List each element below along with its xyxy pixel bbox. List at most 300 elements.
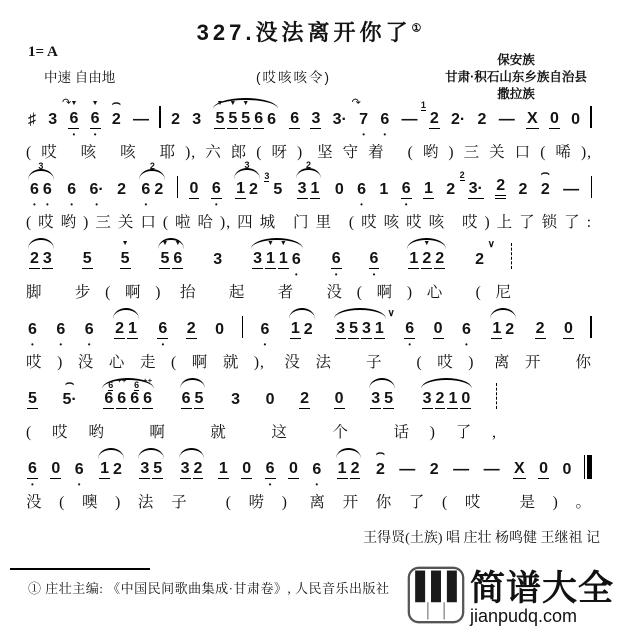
note bbox=[290, 320, 301, 339]
barline-dashed bbox=[511, 243, 512, 269]
note bbox=[370, 390, 381, 409]
logo-text-block bbox=[469, 568, 614, 626]
low-octave-dot: • bbox=[93, 130, 97, 139]
note-digit: 6 bbox=[267, 111, 276, 128]
note-digit: 0 bbox=[334, 181, 344, 198]
note bbox=[562, 461, 573, 479]
note-digit: 6 bbox=[67, 181, 77, 198]
note-digit: 5 bbox=[153, 460, 163, 478]
note-digit: 6 bbox=[28, 321, 37, 338]
note-digit: 3 bbox=[213, 251, 223, 268]
note-digit: 2 bbox=[540, 181, 550, 198]
acc-mark-icon: ▼ bbox=[267, 240, 274, 248]
logo-site-domain: jianpudq.com bbox=[469, 605, 578, 626]
note bbox=[358, 111, 369, 139]
note bbox=[289, 110, 300, 129]
low-octave-dot: • bbox=[404, 200, 408, 209]
note bbox=[82, 250, 93, 269]
note bbox=[42, 250, 53, 269]
note bbox=[230, 391, 241, 409]
low-octave-dot: • bbox=[465, 340, 468, 349]
note bbox=[332, 97, 361, 129]
note bbox=[253, 110, 264, 129]
note bbox=[303, 321, 314, 339]
note bbox=[139, 460, 150, 479]
low-octave-dot: • bbox=[334, 270, 338, 279]
note-digit: 5 bbox=[384, 390, 394, 408]
note bbox=[401, 111, 419, 129]
note bbox=[549, 110, 560, 129]
slur-group bbox=[26, 250, 56, 269]
note bbox=[337, 460, 348, 479]
note-digit: 7 bbox=[359, 111, 369, 128]
note bbox=[214, 100, 225, 129]
slur-group bbox=[367, 390, 397, 409]
note bbox=[212, 251, 223, 269]
note-digit: 6 bbox=[158, 320, 168, 338]
note bbox=[291, 251, 302, 279]
tempo-marking: 中速 自由地 bbox=[44, 70, 116, 85]
grace-note: 3 bbox=[264, 171, 270, 181]
note-digit: 6 bbox=[405, 320, 415, 338]
note-digit: 0 bbox=[51, 460, 61, 478]
note-digit: 6 bbox=[181, 390, 191, 408]
low-octave-dot: • bbox=[77, 480, 81, 489]
note-digit: 3· bbox=[332, 111, 347, 128]
note-digit: 6 bbox=[265, 460, 275, 478]
footnote-text: ① 庄壮主编: 《中国民间歌曲集成·甘肃卷》, 人民音乐出版社 bbox=[28, 581, 390, 596]
note bbox=[265, 391, 276, 409]
note bbox=[422, 390, 433, 409]
note-digit: 1 bbox=[278, 250, 288, 268]
note-digit: 2 bbox=[111, 111, 121, 128]
note bbox=[483, 461, 501, 479]
note-digit: 6 bbox=[141, 181, 151, 198]
note bbox=[331, 250, 342, 279]
note bbox=[459, 170, 484, 199]
note-digit: 2 bbox=[495, 178, 506, 199]
note-digit: 6 bbox=[290, 110, 300, 128]
note bbox=[434, 250, 445, 269]
acc-mark-icon: ▼ bbox=[91, 100, 99, 108]
note-digit: 2 bbox=[186, 320, 196, 338]
note bbox=[563, 320, 574, 339]
note bbox=[378, 181, 389, 199]
note bbox=[152, 460, 163, 479]
note-digit: 2 bbox=[518, 181, 528, 198]
grace-note: 6 bbox=[134, 380, 140, 391]
note bbox=[310, 110, 321, 129]
note-digit: 6 bbox=[84, 321, 94, 338]
note bbox=[265, 460, 276, 489]
note-digit: 3 bbox=[140, 460, 150, 478]
note bbox=[235, 180, 246, 199]
ethnic-group-2: 撒拉族 bbox=[497, 86, 535, 101]
note bbox=[127, 320, 138, 339]
note-digit: 5 bbox=[160, 250, 170, 268]
slur-group bbox=[334, 460, 364, 479]
note bbox=[379, 111, 390, 139]
note bbox=[297, 180, 308, 199]
slur-group bbox=[178, 390, 208, 409]
note-digit: 5 bbox=[241, 110, 251, 128]
note bbox=[214, 321, 225, 339]
low-octave-dot: • bbox=[294, 270, 298, 279]
low-octave-dot: • bbox=[214, 200, 218, 209]
performer-credits: 王得贤(土族) 唱 庄壮 杨鸣健 王继祖 记 bbox=[363, 531, 600, 546]
note-digit: 3 bbox=[311, 110, 321, 128]
logo-site-name: 简谱大全 bbox=[469, 568, 614, 608]
note-digit: — bbox=[483, 461, 500, 478]
note-digit: 2 bbox=[429, 461, 439, 478]
music-system bbox=[26, 94, 592, 162]
note bbox=[84, 321, 95, 349]
note-digit: — bbox=[401, 111, 418, 128]
note-digit: 5· bbox=[62, 391, 77, 408]
note bbox=[356, 181, 367, 209]
acc-mark-icon: ▼ bbox=[242, 100, 250, 108]
notation-row bbox=[26, 444, 592, 490]
note bbox=[241, 460, 252, 479]
note-digit: 1 bbox=[290, 320, 300, 338]
note bbox=[129, 390, 140, 409]
note-digit: 0 bbox=[433, 320, 443, 338]
note-digit: 3 bbox=[253, 250, 263, 268]
note-digit: 6 bbox=[42, 181, 52, 198]
note bbox=[260, 321, 271, 349]
note-digit: 2 bbox=[429, 110, 439, 128]
note-digit: 6 bbox=[173, 250, 183, 268]
slur-group bbox=[96, 460, 126, 479]
lyrics-row: 没(噢)法子 (唠) 离开你了(哎 是)。 bbox=[26, 494, 592, 511]
note bbox=[350, 460, 361, 479]
slur-group bbox=[294, 160, 324, 199]
note bbox=[120, 240, 131, 269]
note-digit: ♯ bbox=[28, 111, 36, 128]
note-digit: 0 bbox=[334, 390, 344, 408]
note-digit: 2 bbox=[117, 181, 127, 198]
note-digit: 0 bbox=[564, 320, 573, 338]
note bbox=[153, 181, 164, 199]
note bbox=[495, 177, 506, 199]
note bbox=[114, 320, 125, 339]
note bbox=[423, 180, 434, 199]
note-digit: 1 bbox=[100, 460, 109, 478]
acc-mark-icon: ▼ bbox=[423, 240, 431, 248]
note-digit: 5 bbox=[349, 320, 358, 338]
note bbox=[452, 461, 470, 479]
note-digit: 2 bbox=[435, 250, 445, 268]
note bbox=[47, 97, 72, 129]
note-digit: 6 bbox=[462, 321, 471, 338]
note bbox=[193, 460, 204, 479]
note-digit: 5 bbox=[120, 250, 130, 268]
note-digit: 2 bbox=[193, 460, 203, 478]
sl-mark-icon: ↷ bbox=[61, 97, 72, 109]
note-digit: 2 bbox=[303, 321, 313, 338]
lyrics-row: 脚 步(啊) 抬 起 者 没(啊)心 (尼 bbox=[26, 284, 512, 301]
note bbox=[538, 460, 549, 479]
notation-row bbox=[26, 304, 592, 350]
low-octave-dot: • bbox=[268, 480, 272, 489]
lyrics-row: (哎哟 啊 就 这 个 话)了, bbox=[26, 424, 497, 441]
sl-mark-icon: ↷ bbox=[351, 97, 361, 109]
note bbox=[398, 461, 416, 479]
note bbox=[108, 377, 127, 409]
note-digit: 0 bbox=[242, 460, 252, 478]
note-digit: 2 bbox=[422, 250, 432, 268]
key-signature: 1= A bbox=[28, 44, 58, 60]
barline-single bbox=[591, 176, 593, 198]
low-octave-dot: • bbox=[144, 200, 148, 209]
note bbox=[189, 180, 200, 199]
music-system bbox=[26, 374, 592, 442]
note bbox=[334, 181, 345, 199]
note bbox=[404, 320, 415, 349]
note bbox=[433, 320, 444, 339]
note bbox=[383, 390, 394, 409]
note bbox=[311, 461, 322, 489]
slur-group bbox=[111, 320, 141, 339]
lyrics-row: (哎 咳 咳 耶),六郎(呀) 坚守着 (哟)三关口(唏), bbox=[26, 144, 592, 161]
note-digit: 6 bbox=[117, 390, 127, 408]
note-digit: 1 bbox=[492, 320, 502, 338]
tuplet-number: 3 bbox=[244, 160, 250, 171]
lyrics-row: (哎哟)三关口(啦哈),四城 门里 (哎咳哎咳 哎)上了锁了: bbox=[26, 214, 592, 231]
barline-single bbox=[590, 106, 592, 128]
note-digit: 3 bbox=[297, 180, 307, 198]
note bbox=[310, 180, 321, 199]
note bbox=[218, 460, 229, 479]
music-systems bbox=[26, 94, 592, 514]
low-octave-dot: • bbox=[161, 340, 165, 349]
note bbox=[401, 180, 412, 209]
notation-row bbox=[26, 94, 592, 140]
lyrics-row: 哎)没心走(啊就), 没法 子 (哎) 离开 你 bbox=[26, 354, 592, 371]
note-digit: X bbox=[527, 110, 538, 128]
note bbox=[172, 240, 183, 269]
low-octave-dot: • bbox=[72, 130, 76, 139]
slur-group bbox=[26, 161, 56, 209]
vocal-call-text: (哎咳咳令) bbox=[256, 70, 331, 85]
note-digit: 2 bbox=[475, 251, 484, 268]
note bbox=[68, 100, 79, 139]
note bbox=[450, 111, 466, 129]
note-digit: 1 bbox=[374, 320, 384, 338]
note-digit: 2 bbox=[300, 390, 310, 408]
note bbox=[103, 390, 114, 409]
note-digit: 3 bbox=[371, 390, 381, 408]
note-digit: 1 bbox=[128, 320, 137, 338]
note bbox=[29, 181, 40, 209]
note bbox=[55, 321, 66, 349]
slur-group bbox=[177, 460, 207, 479]
note-digit: 5 bbox=[228, 110, 238, 128]
note-digit: 0 bbox=[189, 180, 199, 198]
note bbox=[477, 111, 488, 129]
note bbox=[140, 181, 151, 209]
note bbox=[248, 181, 259, 199]
note bbox=[180, 460, 191, 479]
note bbox=[132, 111, 150, 129]
tuplet-number: 2 bbox=[306, 160, 312, 171]
slur-group bbox=[136, 460, 166, 479]
note bbox=[445, 181, 456, 199]
note bbox=[42, 181, 53, 209]
note bbox=[498, 111, 516, 129]
note bbox=[526, 110, 539, 129]
note-digit: 6 bbox=[211, 180, 221, 198]
note-digit: — bbox=[498, 111, 515, 128]
note-digit: — bbox=[399, 461, 416, 478]
slur-group bbox=[287, 320, 317, 339]
note-digit: 3 bbox=[361, 320, 371, 338]
note bbox=[408, 250, 419, 269]
note bbox=[252, 250, 263, 269]
note-digit: 0 bbox=[215, 321, 225, 338]
acc-mark-icon: ▼ bbox=[174, 240, 182, 248]
slur-group bbox=[249, 240, 305, 279]
low-octave-dot: • bbox=[383, 130, 387, 139]
note bbox=[157, 320, 168, 349]
note-digit: 2 bbox=[30, 250, 39, 268]
site-logo[interactable] bbox=[407, 566, 614, 629]
note-digit: 0 bbox=[549, 110, 559, 128]
note-digit: 0 bbox=[265, 391, 275, 408]
acc-mark-icon: ▼ bbox=[121, 240, 129, 248]
note-digit: 6 bbox=[130, 390, 140, 408]
note bbox=[334, 390, 345, 409]
low-octave-dot: • bbox=[87, 340, 91, 349]
note bbox=[361, 320, 372, 339]
note-digit: 6 bbox=[28, 460, 37, 478]
notation-row bbox=[26, 160, 592, 210]
notation-row bbox=[26, 234, 592, 280]
note bbox=[211, 180, 222, 209]
note-digit: 2 bbox=[477, 111, 487, 128]
piano-keys-icon bbox=[407, 566, 465, 629]
note bbox=[27, 460, 38, 489]
note bbox=[90, 100, 101, 139]
note-digit: 6 bbox=[401, 180, 411, 198]
footnote-divider bbox=[10, 568, 150, 570]
acc-mark-icon: ▼ bbox=[161, 240, 169, 248]
note-digit: 6 bbox=[69, 110, 79, 128]
note bbox=[227, 100, 238, 129]
low-octave-dot: • bbox=[95, 200, 99, 209]
note-digit: — bbox=[133, 111, 150, 128]
note bbox=[265, 240, 276, 269]
slur-group bbox=[405, 240, 448, 269]
note bbox=[429, 461, 440, 479]
note bbox=[288, 460, 299, 479]
note-digit: 0 bbox=[461, 390, 471, 408]
barline-thick bbox=[587, 455, 592, 479]
low-octave-dot: • bbox=[70, 200, 74, 209]
note-digit: 2 bbox=[375, 461, 385, 478]
note bbox=[491, 320, 502, 339]
page-title bbox=[0, 16, 618, 47]
note-digit: 1 bbox=[379, 181, 389, 198]
fer-mark-icon: ⌢ bbox=[111, 94, 121, 110]
note bbox=[181, 390, 192, 409]
note-digit: 1 bbox=[310, 180, 320, 198]
note-digit: 6 bbox=[254, 110, 264, 128]
note bbox=[89, 181, 105, 209]
tr-mark-icon: ⁺⁺ bbox=[142, 377, 153, 388]
note bbox=[186, 320, 197, 339]
v-mark-icon: ∨ bbox=[387, 308, 395, 320]
tuplet-number: 2 bbox=[149, 161, 155, 171]
note-digit: 2 bbox=[154, 181, 164, 198]
tuplet-number: 3 bbox=[38, 161, 44, 171]
note-digit: 3 bbox=[42, 250, 52, 268]
grace-note: 6 bbox=[108, 380, 114, 391]
note-digit: 0 bbox=[562, 461, 572, 478]
low-octave-dot: • bbox=[45, 200, 49, 209]
note-digit: 5 bbox=[194, 390, 204, 408]
barline-thin bbox=[584, 455, 586, 479]
note bbox=[266, 111, 277, 129]
note bbox=[369, 250, 380, 279]
music-system bbox=[26, 234, 592, 302]
note-digit: 0 bbox=[571, 111, 581, 128]
slur-group bbox=[488, 320, 518, 339]
music-system bbox=[26, 444, 592, 512]
note-digit: 3 bbox=[336, 320, 346, 338]
note bbox=[540, 164, 551, 199]
note bbox=[460, 390, 471, 409]
note-digit: 2 bbox=[115, 320, 125, 338]
acc-mark-icon: ▼ bbox=[216, 100, 224, 108]
music-system bbox=[26, 160, 592, 232]
slur-group bbox=[211, 100, 280, 129]
note-digit: 2 bbox=[505, 321, 515, 338]
low-octave-dot: • bbox=[408, 340, 412, 349]
note-digit: 2 bbox=[535, 320, 545, 338]
note-digit: 2 bbox=[446, 181, 456, 198]
slur-group bbox=[156, 240, 186, 269]
note bbox=[421, 240, 432, 269]
note-digit: 2 bbox=[171, 111, 180, 128]
low-octave-dot: • bbox=[31, 340, 34, 349]
note bbox=[474, 239, 495, 269]
slur-group bbox=[419, 390, 475, 409]
origin-county: 甘肃·积石山东乡族自治县 bbox=[445, 69, 587, 84]
note-digit: — bbox=[563, 181, 580, 198]
grace-note: 1 bbox=[420, 100, 426, 111]
note-digit: 2 bbox=[249, 181, 258, 198]
barline-single bbox=[590, 316, 592, 338]
fer-mark-icon: ⌢ bbox=[65, 374, 75, 390]
note-digit: 6 bbox=[369, 250, 379, 268]
note-digit: 0 bbox=[539, 460, 549, 478]
note-digit: 0 bbox=[288, 460, 298, 478]
note bbox=[27, 111, 37, 129]
note-digit: 1 bbox=[448, 390, 458, 408]
note-digit: 3 bbox=[48, 111, 58, 128]
note-digit: 6 bbox=[74, 461, 84, 478]
note bbox=[50, 460, 61, 479]
note bbox=[116, 181, 127, 199]
music-system bbox=[26, 304, 592, 372]
note-digit: 5 bbox=[273, 181, 283, 198]
barline-single bbox=[242, 316, 244, 338]
note-digit: 6 bbox=[143, 390, 153, 408]
low-octave-dot: • bbox=[362, 130, 366, 139]
note-digit: 3 bbox=[180, 460, 190, 478]
tr-mark-icon: ⁺⁺ bbox=[116, 377, 127, 388]
